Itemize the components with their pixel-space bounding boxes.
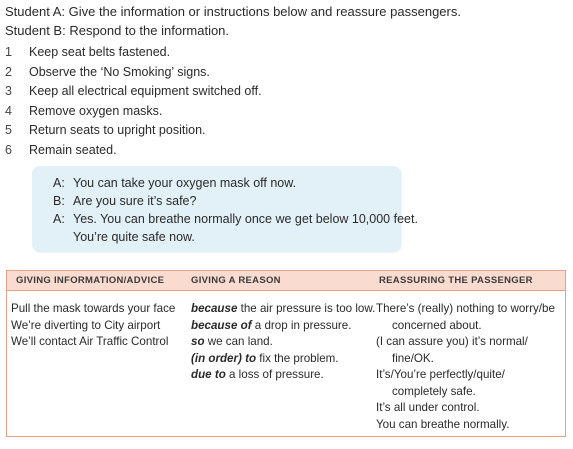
reason-text: we can land. [204,335,273,348]
table-cell: You can breathe normally. [376,417,510,431]
reason-text: fix the problem. [256,351,339,365]
table-cell: It’s/You’re perfectly/quite/ [376,368,505,381]
steps-list [5,43,262,161]
step-text: Remain seated. [29,142,117,157]
reason-keyword: so [191,335,205,348]
reason-keyword: due to [191,368,226,381]
dialogue-line [53,212,418,226]
column-information [11,301,175,351]
list-item [5,102,262,122]
table-cell [191,318,375,335]
list-item [5,63,262,83]
step-text: Keep seat belts fastened. [29,45,171,59]
table-cell [191,334,375,351]
reason-text: a drop in pressure. [251,318,352,332]
header-giving-reason: GIVING A REASON [191,275,281,286]
step-text: Remove oxygen masks. [29,103,163,118]
list-item [5,141,262,161]
step-text: Observe the ‘No Smoking’ signs. [29,64,210,79]
step-number: 4 [5,103,12,118]
reason-text: a loss of pressure. [225,368,324,381]
table-cell [191,367,375,384]
dialogue-text: Yes. You can breathe normally once we get below 10,000 feet. [73,212,418,226]
dialogue-line [53,194,196,208]
header-giving-information: GIVING INFORMATION/ADVICE [16,275,165,286]
table-cell: Pull the mask towards your face [11,302,176,315]
phrases-table [6,270,566,437]
reason-text: the air pressure is too low. [237,302,376,315]
table-cell: completely safe. [392,384,476,398]
table-cell [191,351,375,368]
reason-keyword: (in order) to [191,351,257,365]
table-cell: concerned about. [392,318,482,332]
table-cell: We’re diverting to City airport [11,318,161,332]
reason-keyword: because of [191,318,252,332]
table-cell [191,301,375,318]
column-reason [191,301,375,384]
step-number: 3 [5,84,12,99]
step-number: 2 [5,64,12,79]
dialogue-line [53,176,296,190]
list-item [5,43,262,63]
step-text: Return seats to upright position. [29,123,206,138]
list-item [5,82,262,102]
dialogue-box [32,166,418,252]
header-reassuring: REASSURING THE PASSENGER [379,275,533,286]
column-reassuring [376,301,555,433]
speaker-label: A: [53,176,65,190]
list-item [5,121,262,141]
step-number: 1 [5,45,12,59]
student-a-instruction: Student A: Give the information or instructions below and reassure passengers. [5,4,461,19]
speaker-label: B: [53,194,65,208]
speaker-label: A: [53,212,65,226]
table-cell: We’ll contact Air Traffic Control [11,335,169,348]
instructions [5,2,461,40]
table-cell: (I can assure you) it’s normal/ [376,335,528,348]
dialogue-text: You’re quite safe now. [73,230,195,244]
dialogue-line [53,230,195,244]
student-b-instruction: Student B: Respond to the information. [5,23,230,38]
table-cell: fine/OK. [392,351,434,365]
step-number: 5 [5,123,12,138]
dialogue-text: You can take your oxygen mask off now. [73,176,297,190]
table-cell: It’s all under control. [376,401,480,414]
dialogue-text: Are you sure it’s safe? [73,194,197,208]
table-cell: There’s (really) nothing to worry/be [376,302,555,315]
table-header [7,271,565,291]
reason-keyword: because [191,302,238,315]
step-number: 6 [5,142,12,157]
step-text: Keep all electrical equipment switched off. [29,84,262,99]
